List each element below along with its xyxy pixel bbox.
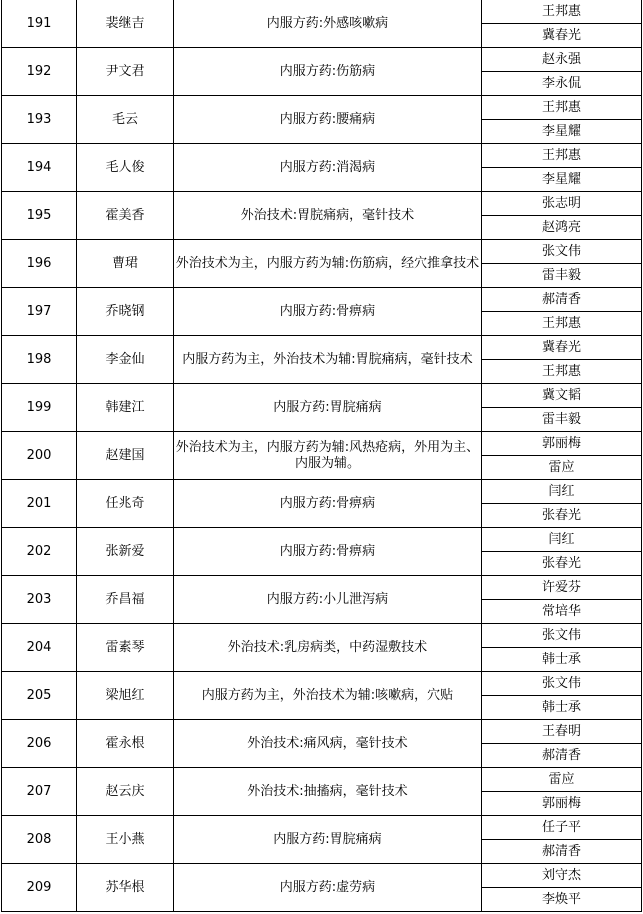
staff-cell-secondary: 冀春光 <box>482 24 642 48</box>
staff-cell-primary: 郭丽梅 <box>482 432 642 456</box>
patient-name-cell: 王小燕 <box>77 816 174 864</box>
row-number-cell: 202 <box>2 528 77 576</box>
treatment-cell: 外治技术:抽搐病，毫针技术 <box>174 768 482 816</box>
row-number-cell: 197 <box>2 288 77 336</box>
table-row <box>2 336 642 360</box>
table-row <box>2 720 642 744</box>
table-row <box>2 576 642 600</box>
staff-cell-primary: 王邦惠 <box>482 96 642 120</box>
staff-cell-primary: 冀春光 <box>482 336 642 360</box>
patient-name-cell: 霍永根 <box>77 720 174 768</box>
staff-cell-secondary: 韩士承 <box>482 648 642 672</box>
staff-cell-secondary: 郝清香 <box>482 840 642 864</box>
table-row <box>2 384 642 408</box>
treatment-cell: 内服方药:外感咳嗽病 <box>174 0 482 48</box>
row-number-cell: 194 <box>2 144 77 192</box>
row-number-cell: 205 <box>2 672 77 720</box>
staff-cell-secondary: 雷丰毅 <box>482 408 642 432</box>
treatment-cell: 外治技术:乳房病类，中药湿敷技术 <box>174 624 482 672</box>
patient-name-cell: 毛云 <box>77 96 174 144</box>
treatment-cell: 内服方药:腰痛病 <box>174 96 482 144</box>
treatment-cell: 内服方药:小儿泄泻病 <box>174 576 482 624</box>
patient-name-cell: 霍美香 <box>77 192 174 240</box>
row-number-cell: 201 <box>2 480 77 528</box>
treatment-cell: 内服方药:骨痹病 <box>174 480 482 528</box>
treatment-cell: 外治技术:痛风病，毫针技术 <box>174 720 482 768</box>
row-number-cell: 208 <box>2 816 77 864</box>
staff-cell-primary: 郝清香 <box>482 288 642 312</box>
staff-cell-primary: 冀文韬 <box>482 384 642 408</box>
treatment-cell: 内服方药为主，外治技术为辅:咳嗽病，穴贴 <box>174 672 482 720</box>
table-row <box>2 96 642 120</box>
patient-name-cell: 赵云庆 <box>77 768 174 816</box>
row-number-cell: 200 <box>2 432 77 480</box>
staff-cell-primary: 张文伟 <box>482 624 642 648</box>
staff-cell-secondary: 郭丽梅 <box>482 792 642 816</box>
treatment-cell: 内服方药:伤筋病 <box>174 48 482 96</box>
patient-name-cell: 赵建国 <box>77 432 174 480</box>
staff-cell-primary: 张志明 <box>482 192 642 216</box>
treatment-cell: 内服方药:骨痹病 <box>174 528 482 576</box>
staff-cell-primary: 闫红 <box>482 528 642 552</box>
staff-cell-primary: 王春明 <box>482 720 642 744</box>
treatment-cell: 内服方药:消渴病 <box>174 144 482 192</box>
staff-cell-primary: 张文伟 <box>482 672 642 696</box>
staff-cell-primary: 许爱芬 <box>482 576 642 600</box>
registry-table <box>1 0 642 912</box>
patient-name-cell: 李金仙 <box>77 336 174 384</box>
table-row <box>2 192 642 216</box>
table-row <box>2 816 642 840</box>
table-row <box>2 48 642 72</box>
row-number-cell: 198 <box>2 336 77 384</box>
staff-cell-secondary: 张春光 <box>482 552 642 576</box>
patient-name-cell: 张新爱 <box>77 528 174 576</box>
table-row <box>2 528 642 552</box>
row-number-cell: 193 <box>2 96 77 144</box>
treatment-cell: 内服方药:胃脘痛病 <box>174 816 482 864</box>
treatment-cell: 外治技术为主，内服方药为辅:伤筋病，经穴推拿技术 <box>174 240 482 288</box>
staff-cell-secondary: 赵鸿亮 <box>482 216 642 240</box>
row-number-cell: 207 <box>2 768 77 816</box>
staff-cell-primary: 王邦惠 <box>482 144 642 168</box>
table-row <box>2 0 642 24</box>
table-row <box>2 864 642 888</box>
staff-cell-primary: 刘守杰 <box>482 864 642 888</box>
patient-name-cell: 曹珺 <box>77 240 174 288</box>
patient-name-cell: 乔昌福 <box>77 576 174 624</box>
staff-cell-secondary: 雷丰毅 <box>482 264 642 288</box>
staff-cell-secondary: 王邦惠 <box>482 360 642 384</box>
treatment-cell: 外治技术为主，内服方药为辅:风热疮病，外用为主、内服为辅。 <box>174 432 482 480</box>
treatment-cell: 内服方药为主，外治技术为辅:胃脘痛病，毫针技术 <box>174 336 482 384</box>
treatment-cell: 内服方药:胃脘痛病 <box>174 384 482 432</box>
patient-name-cell: 尹文君 <box>77 48 174 96</box>
table-row <box>2 672 642 696</box>
row-number-cell: 196 <box>2 240 77 288</box>
row-number-cell: 206 <box>2 720 77 768</box>
row-number-cell: 204 <box>2 624 77 672</box>
staff-cell-secondary: 王邦惠 <box>482 312 642 336</box>
staff-cell-secondary: 李星耀 <box>482 120 642 144</box>
staff-cell-primary: 王邦惠 <box>482 0 642 24</box>
table-row <box>2 768 642 792</box>
patient-name-cell: 雷素琴 <box>77 624 174 672</box>
staff-cell-secondary: 张春光 <box>482 504 642 528</box>
table-row <box>2 144 642 168</box>
staff-cell-secondary: 韩士承 <box>482 696 642 720</box>
staff-cell-secondary: 李永侃 <box>482 72 642 96</box>
treatment-cell: 外治技术:胃脘痛病，毫针技术 <box>174 192 482 240</box>
patient-name-cell: 毛人俊 <box>77 144 174 192</box>
staff-cell-secondary: 李星耀 <box>482 168 642 192</box>
row-number-cell: 191 <box>2 0 77 48</box>
patient-name-cell: 韩建江 <box>77 384 174 432</box>
staff-cell-primary: 闫红 <box>482 480 642 504</box>
row-number-cell: 192 <box>2 48 77 96</box>
patient-name-cell: 裴继吉 <box>77 0 174 48</box>
treatment-cell: 内服方药:虚劳病 <box>174 864 482 912</box>
table-row <box>2 480 642 504</box>
row-number-cell: 199 <box>2 384 77 432</box>
table-row <box>2 240 642 264</box>
table-row <box>2 432 642 456</box>
staff-cell-primary: 雷应 <box>482 768 642 792</box>
registry-table-body <box>2 0 642 912</box>
patient-name-cell: 苏华根 <box>77 864 174 912</box>
staff-cell-secondary: 常培华 <box>482 600 642 624</box>
staff-cell-primary: 赵永强 <box>482 48 642 72</box>
treatment-cell: 内服方药:骨痹病 <box>174 288 482 336</box>
staff-cell-secondary: 李焕平 <box>482 888 642 912</box>
staff-cell-secondary: 雷应 <box>482 456 642 480</box>
staff-cell-primary: 任子平 <box>482 816 642 840</box>
table-row <box>2 288 642 312</box>
patient-name-cell: 任兆奇 <box>77 480 174 528</box>
staff-cell-secondary: 郝清香 <box>482 744 642 768</box>
patient-name-cell: 乔晓钢 <box>77 288 174 336</box>
patient-name-cell: 梁旭红 <box>77 672 174 720</box>
table-row <box>2 624 642 648</box>
row-number-cell: 209 <box>2 864 77 912</box>
row-number-cell: 203 <box>2 576 77 624</box>
row-number-cell: 195 <box>2 192 77 240</box>
staff-cell-primary: 张文伟 <box>482 240 642 264</box>
